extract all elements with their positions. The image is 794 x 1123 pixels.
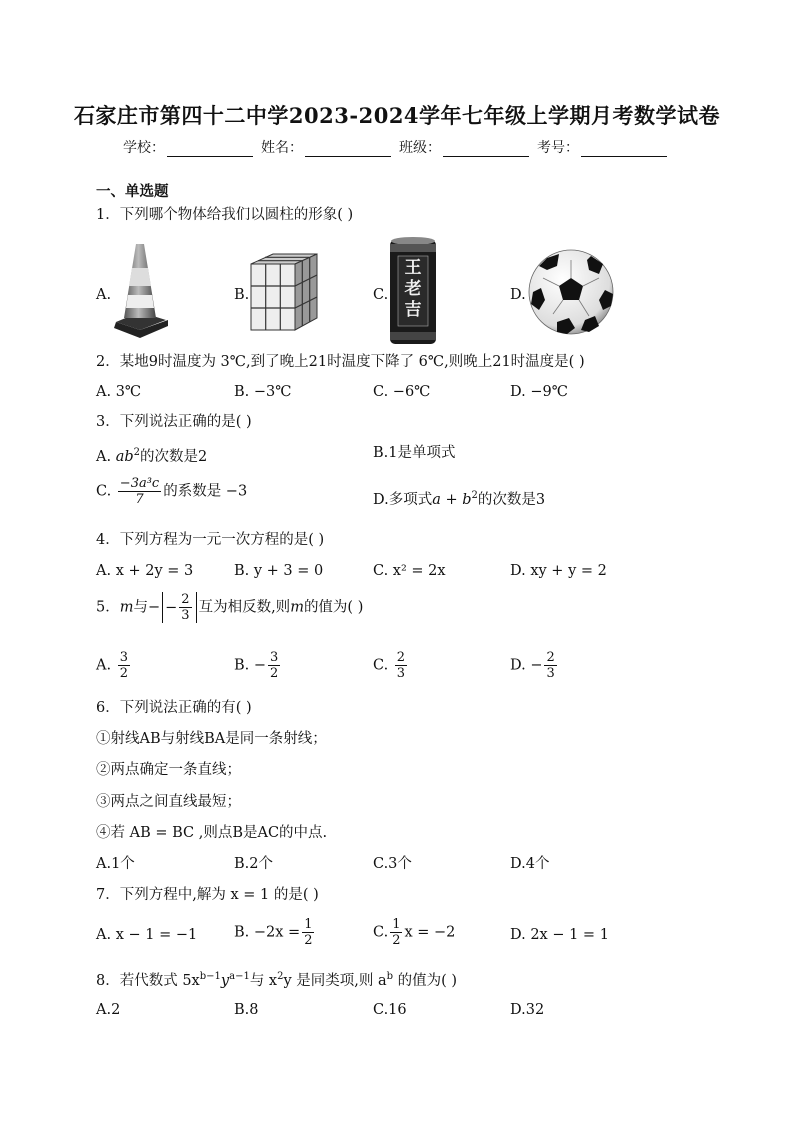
q5-minus: − [147,599,161,616]
student-info-row [123,137,675,157]
q5-option-d[interactable] [510,650,559,681]
q2-option-b[interactable]: B. −3℃ [234,384,292,400]
q5-a-fraction [118,650,130,681]
q3-d-label: D.多项式 [373,491,433,508]
q1-stem: 1．下列哪个物体给我们以圆柱的形象( ) [96,207,354,223]
q6-statement-2: ②两点确定一条直线； [96,762,241,778]
q5-with: 与 [133,599,148,616]
q5-d-fraction [544,650,556,681]
soccer-ball-image [527,248,615,336]
q7-b-text: B. −2x = [234,924,301,941]
q6-statement-3: ③两点之间直线最短； [96,794,241,810]
q6-option-b[interactable]: B.2个 [234,856,273,872]
q8-option-c[interactable]: C.16 [373,1002,407,1018]
can-brand-text: 王老吉 [404,258,422,320]
q3-d-text: 的次数是3 [477,491,546,508]
q3-a-exponent: 2 [133,447,141,458]
exam-number-label: 考号： [537,140,579,156]
q5-d-label: D. [510,657,531,674]
school-field[interactable] [123,137,257,157]
q3-a-term: ab [115,448,134,465]
q7-b-den: 2 [304,933,313,948]
q8-exp-4: b [386,971,394,982]
class-field[interactable] [399,137,533,157]
q7-b-num: 1 [304,917,313,932]
q5-number: 5． [96,599,120,616]
q3-a-label: A. [96,448,116,465]
q8-text-1: 8．若代数式 5x [96,972,200,989]
q3-c-fraction [118,476,161,507]
q4-option-a[interactable]: A. x + 2y = 3 [96,563,194,579]
q3-d-exponent: 2 [471,490,478,501]
q8-exp-1: b−1 [199,971,221,982]
q5-b-fraction [268,650,280,681]
q3-stem: 3．下列说法正确的是( ) [96,414,252,430]
q2-option-a[interactable]: A. 3℃ [96,384,142,400]
q7-c-num: 1 [392,917,401,932]
q4-option-b[interactable]: B. y + 3 = 0 [234,563,324,579]
name-label: 姓名： [261,140,303,156]
q5-inner-minus: − [165,599,178,616]
q1-option-c-label[interactable]: C. [373,287,389,303]
q3-c-text: 的系数是 −3 [163,483,248,500]
q3-c-numerator: −3a³c [119,476,160,491]
name-field[interactable] [261,137,395,157]
q5-stem [96,592,363,623]
q5-var-m: m [119,599,134,616]
q5-tail: 的值为( ) [303,599,364,616]
q5-var-m-2: m [290,599,304,616]
q5-d-den: 3 [546,666,555,681]
q6-stem: 6．下列说法正确的有( ) [96,700,252,716]
q7-c-label: C. [373,924,389,941]
q7-b-fraction [302,917,314,948]
q8-text-3: y 是同类项,则 a [283,972,387,989]
q7-option-a[interactable]: A. x − 1 = −1 [96,927,198,943]
q3-option-a[interactable] [96,443,207,467]
q7-c-text: x = −2 [404,924,456,941]
q5-b-num: 3 [270,650,279,665]
q8-stem [96,967,457,991]
q5-c-label: C. [373,657,393,674]
q7-option-c[interactable] [373,917,455,948]
q5-c-num: 2 [396,650,406,665]
page-title: 石家庄市第四十二中学2023-2024学年七年级上学期月考数学试卷 [73,103,721,128]
rubiks-cube-image [247,252,321,332]
school-label: 学校： [123,140,165,156]
q5-a-den: 2 [119,666,128,681]
q2-stem: 2．某地9时温度为 3℃,到了晚上21时温度下降了 6℃,则晚上21时温度是( ) [96,354,585,370]
q5-a-num: 3 [119,650,128,665]
class-blank[interactable] [443,142,529,157]
q3-c-label: C. [96,483,116,500]
q1-option-d-label[interactable]: D. [510,287,526,303]
q7-c-fraction [390,917,402,948]
q2-option-d[interactable]: D. −9℃ [510,384,568,400]
q5-b-label: B. [234,657,254,674]
q2-option-c[interactable]: C. −6℃ [373,384,431,400]
q7-c-den: 2 [392,933,401,948]
q5-b-sign: − [253,657,267,674]
q3-c-denominator: 7 [135,492,144,507]
q5-b-den: 2 [270,666,279,681]
q3-option-c[interactable] [96,476,247,507]
q5-a-label: A. [96,657,116,674]
class-label: 班级： [399,140,441,156]
name-blank[interactable] [305,142,391,157]
q6-option-a[interactable]: A.1个 [96,856,135,872]
q8-tail: 的值为( ) [393,972,458,989]
q8-var-y: y [220,972,230,989]
q3-option-d[interactable] [373,486,545,510]
q8-exp-3: 2 [277,971,284,982]
q8-text-2: 与 x [249,972,278,989]
q6-statement-4: ④若 AB = BC ,则点B是AC的中点. [96,825,328,841]
q8-option-b[interactable]: B.8 [234,1002,259,1018]
exam-number-blank[interactable] [581,142,667,157]
q3-a-text: 的次数是2 [140,448,208,465]
q5-d-sign: − [530,657,543,674]
q5-absolute-value [162,592,196,623]
q5-d-num: 2 [546,650,555,665]
q5-denominator: 3 [181,608,190,623]
q7-stem: 7．下列方程中,解为 x = 1 的是( ) [96,887,319,903]
q4-option-d[interactable]: D. xy + y = 2 [510,563,607,579]
school-blank[interactable] [167,142,253,157]
q7-option-d[interactable]: D. 2x − 1 = 1 [510,927,609,943]
q5-c-den: 3 [396,666,406,681]
q4-stem: 4．下列方程为一元一次方程的是( ) [96,532,325,548]
q1-option-b-label[interactable]: B. [234,287,250,303]
q5-option-c[interactable] [373,650,409,681]
q3-d-term: a + b [432,491,472,508]
q8-exp-2: a−1 [229,971,250,982]
q7-option-b[interactable] [234,917,316,948]
q5-option-a[interactable] [96,650,132,681]
q6-option-c[interactable]: C.3个 [373,856,412,872]
q3-option-b[interactable]: B.1是单项式 [373,445,456,461]
exam-number-field[interactable] [537,137,671,157]
q5-c-fraction [395,650,407,681]
q8-option-a[interactable]: A.2 [96,1002,121,1018]
traffic-cone-image [110,240,170,340]
q5-numerator: 2 [181,592,190,607]
q8-option-d[interactable]: D.32 [510,1002,545,1018]
q5-fraction [179,592,191,623]
q1-option-a-label[interactable]: A. [96,287,112,303]
q6-statement-1: ①射线AB与射线BA是同一条射线； [96,731,327,747]
section-heading: 一、单选题 [96,184,169,200]
q5-option-b[interactable] [234,650,282,681]
q5-text: 互为相反数,则 [198,599,291,616]
q4-option-c[interactable]: C. x² = 2x [373,563,446,579]
q6-option-d[interactable]: D.4个 [510,856,550,872]
